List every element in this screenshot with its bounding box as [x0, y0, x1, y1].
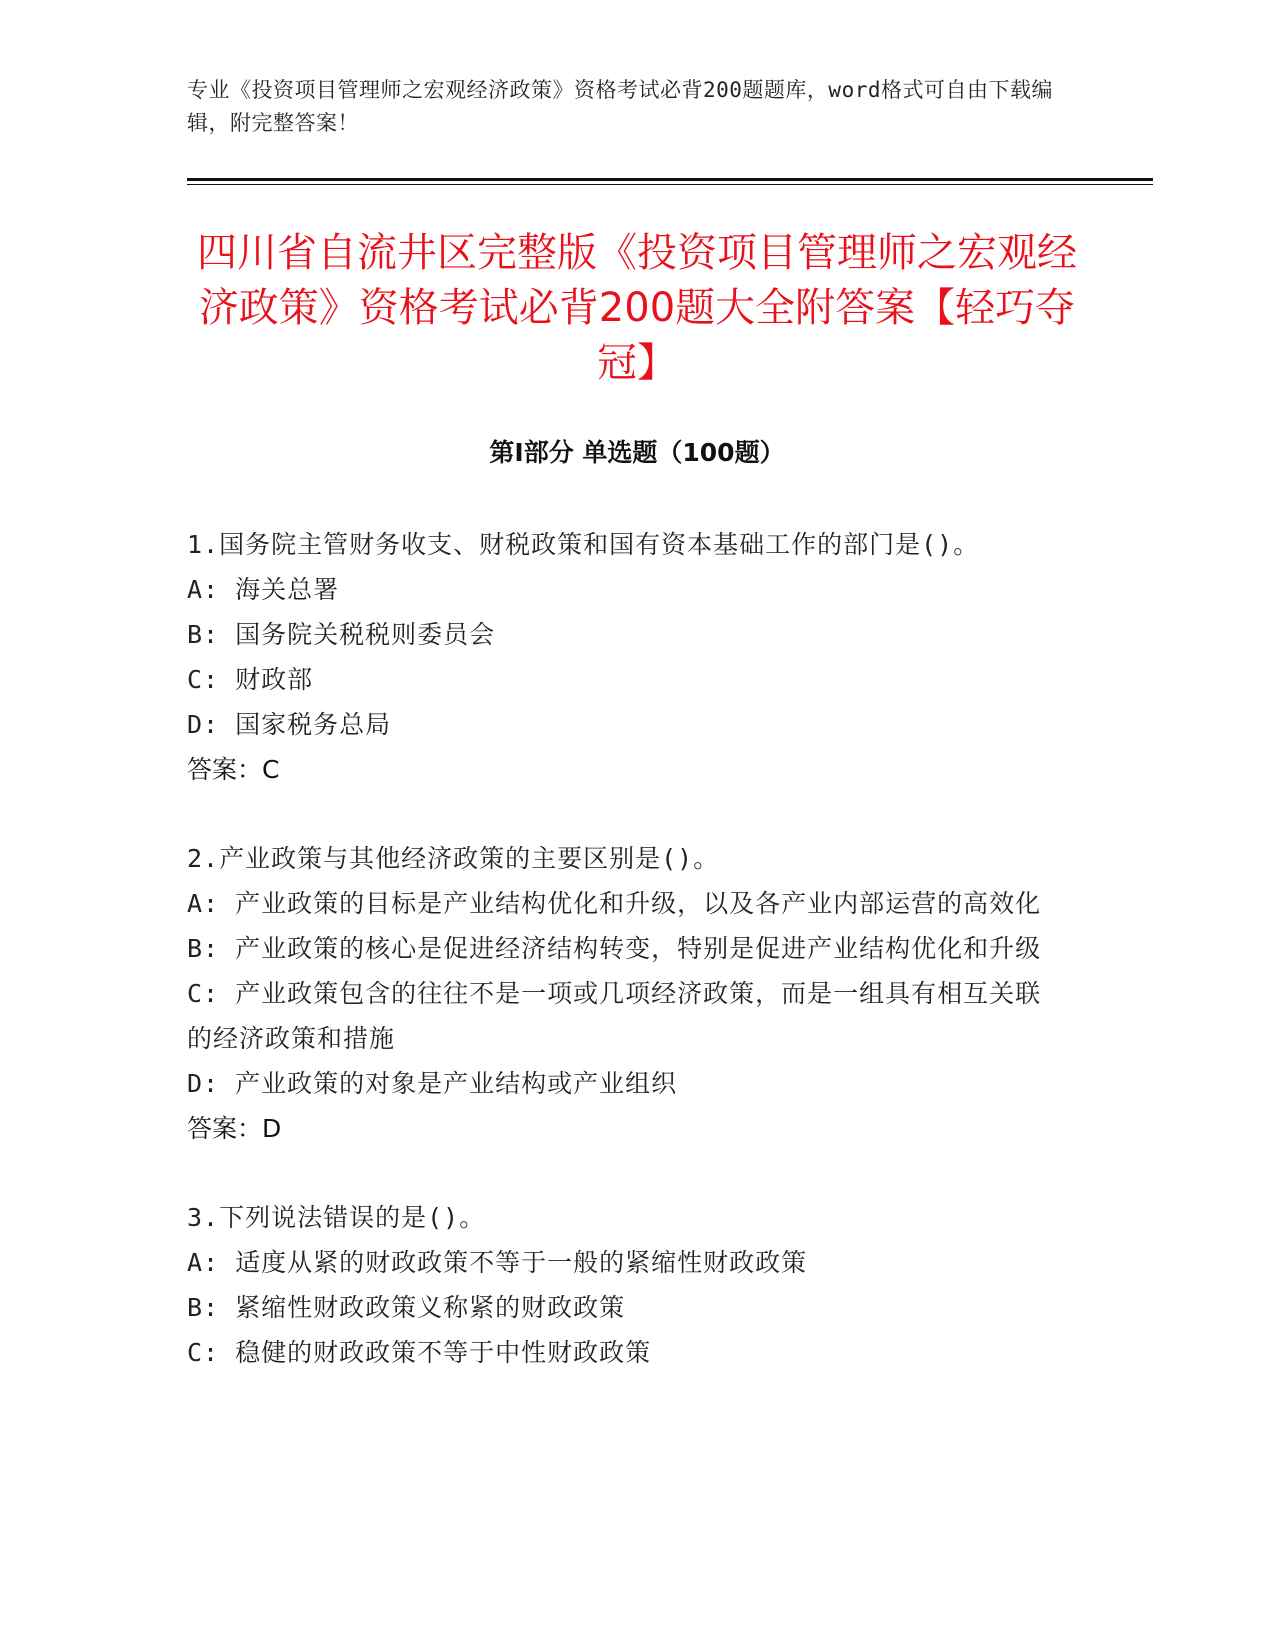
section-title: 第I部分 单选题（100题） [489, 438, 785, 467]
option-c: C: 产业政策包含的往往不是一项或几项经济政策，而是一组具有相互关联的经济政策和措施 [187, 979, 1042, 1053]
answer: 答案：C [187, 755, 280, 784]
header-rule-thick [187, 178, 1153, 181]
option-b: B: 产业政策的核心是促进经济结构转变，特别是促进产业结构优化和升级 [187, 934, 1042, 963]
option-c: C: 财政部 [187, 665, 314, 694]
question-3 [187, 1195, 1067, 1375]
option-b: B: 国务院关税税则委员会 [187, 620, 496, 649]
document-title: 四川省自流井区完整版《投资项目管理师之宏观经济政策》资格考试必背200题大全附答案【轻巧夺冠】 [197, 230, 1077, 386]
option-d: D: 国家税务总局 [187, 710, 392, 739]
option-c: C: 稳健的财政政策不等于中性财政政策 [187, 1338, 652, 1367]
question-list [187, 522, 1067, 1419]
question-stem: 3.下列说法错误的是()。 [187, 1203, 486, 1232]
question-2 [187, 836, 1067, 1151]
option-a: A: 海关总署 [187, 575, 340, 604]
question-1 [187, 522, 1067, 792]
header-note: 专业《投资项目管理师之宏观经济政策》资格考试必背200题题库，word格式可自由下载编辑，附完整答案！ [187, 78, 1053, 135]
question-stem: 2.产业政策与其他经济政策的主要区别是()。 [187, 844, 720, 873]
option-b: B: 紧缩性财政政策义称紧的财政政策 [187, 1293, 626, 1322]
option-a: A: 适度从紧的财政政策不等于一般的紧缩性财政政策 [187, 1248, 808, 1277]
option-a: A: 产业政策的目标是产业结构优化和升级，以及各产业内部运营的高效化 [187, 889, 1042, 918]
header-rule-thin [187, 184, 1153, 185]
option-d: D: 产业政策的对象是产业结构或产业组织 [187, 1069, 678, 1098]
answer: 答案：D [187, 1114, 282, 1143]
question-stem: 1.国务院主管财务收支、财税政策和国有资本基础工作的部门是()。 [187, 530, 980, 559]
